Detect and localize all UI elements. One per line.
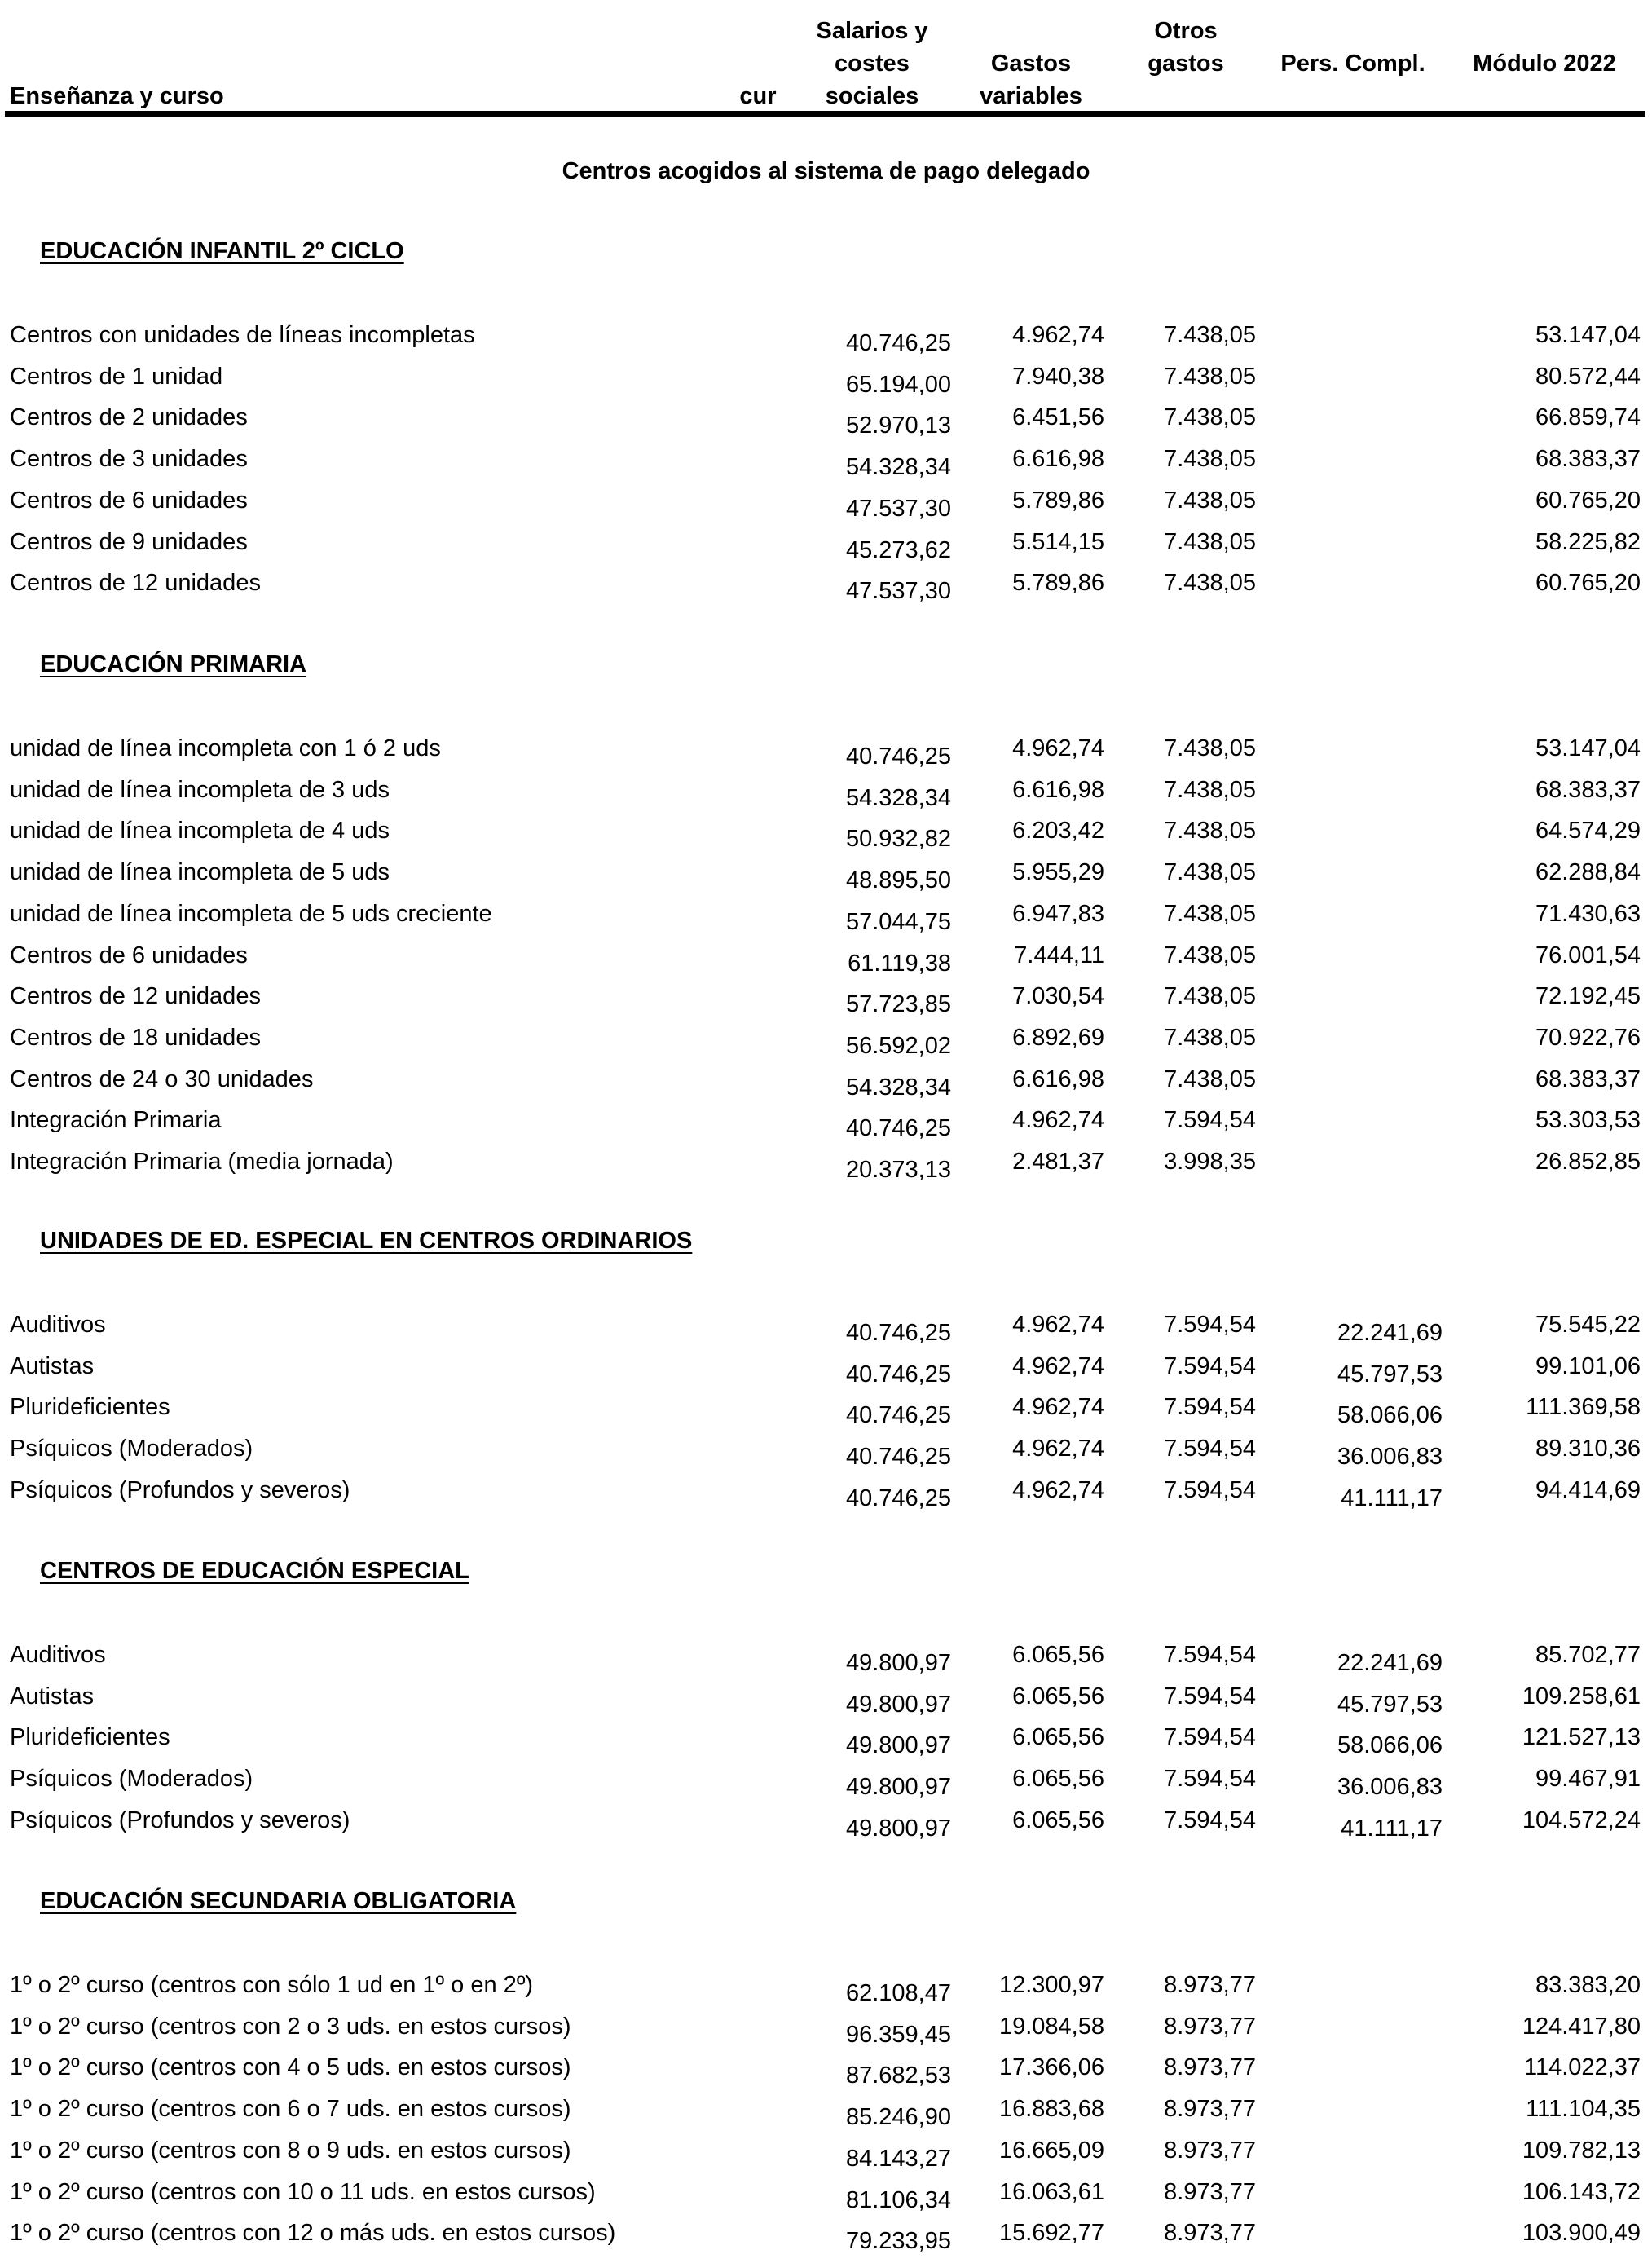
cell-pers-compl: 58.066,06: [1337, 1402, 1443, 1429]
table-row: [0, 1642, 1652, 1683]
cell-gastos-variables: 6.065,56: [1012, 1642, 1104, 1668]
cell-modulo: 111.104,35: [1526, 2096, 1641, 2123]
cell-otros-gastos: 7.438,05: [1164, 776, 1256, 803]
cell-modulo: 26.852,85: [1535, 1149, 1641, 1175]
cell-label: Centros de 6 unidades: [10, 487, 248, 514]
cell-otros-gastos: 7.438,05: [1164, 1065, 1256, 1092]
cell-otros-gastos: 7.594,54: [1164, 1806, 1256, 1833]
cell-label: Auditivos: [10, 1642, 106, 1668]
cell-otros-gastos: 8.973,77: [1164, 1972, 1256, 1998]
table-row: [0, 1312, 1652, 1352]
table-row: [0, 2054, 1652, 2095]
cell-modulo: 109.782,13: [1522, 2137, 1641, 2164]
cell-gastos-variables: 6.616,98: [1012, 1065, 1104, 1092]
cell-salarios: 40.746,25: [845, 743, 951, 770]
cell-gastos-variables: 4.962,74: [1012, 1312, 1104, 1338]
cell-modulo: 94.414,69: [1535, 1476, 1641, 1503]
cell-salarios: 48.895,50: [845, 867, 951, 894]
cell-salarios: 96.359,45: [845, 2021, 951, 2048]
header-gastos-variables-line1: Gastos: [990, 51, 1072, 77]
cell-label: Centros de 18 unidades: [10, 1024, 261, 1051]
cell-gastos-variables: 16.665,09: [998, 2137, 1104, 2164]
cell-modulo: 83.383,20: [1535, 1972, 1641, 1998]
cell-pers-compl: 41.111,17: [1341, 1815, 1443, 1842]
cell-gastos-variables: 7.940,38: [1012, 363, 1104, 390]
cell-otros-gastos: 7.594,54: [1164, 1683, 1256, 1709]
cell-label: unidad de línea incompleta de 4 uds: [10, 818, 390, 845]
table-row: [0, 1025, 1652, 1065]
cell-gastos-variables: 4.962,74: [1012, 322, 1104, 348]
cell-salarios: 84.143,27: [845, 2145, 951, 2172]
table-row: [0, 942, 1652, 983]
cell-pers-compl: 45.797,53: [1337, 1691, 1443, 1718]
cell-salarios: 56.592,02: [845, 1032, 951, 1059]
cell-modulo: 85.702,77: [1535, 1642, 1641, 1668]
cell-modulo: 99.467,91: [1535, 1766, 1641, 1793]
cell-pers-compl: 22.241,69: [1337, 1320, 1443, 1346]
section-title: UNIDADES DE ED. ESPECIAL EN CENTROS ORDINARIOS: [40, 1228, 693, 1254]
cell-otros-gastos: 7.594,54: [1164, 1642, 1256, 1668]
header-otros-gastos-line1: Otros: [1154, 18, 1218, 44]
cell-salarios: 40.746,25: [845, 1320, 951, 1346]
cell-gastos-variables: 16.883,68: [998, 2096, 1104, 2123]
cell-label: Centros de 12 unidades: [10, 983, 261, 1010]
header-rule: [5, 111, 1645, 117]
header-salarios-line2: costes: [835, 51, 910, 77]
section-title: EDUCACIÓN PRIMARIA: [40, 651, 307, 677]
cell-gastos-variables: 19.084,58: [998, 2013, 1104, 2040]
cell-gastos-variables: 17.366,06: [998, 2054, 1104, 2081]
cell-otros-gastos: 7.438,05: [1164, 404, 1256, 431]
cell-gastos-variables: 4.962,74: [1012, 1394, 1104, 1421]
cell-otros-gastos: 7.594,54: [1164, 1394, 1256, 1421]
cell-otros-gastos: 8.973,77: [1164, 2178, 1256, 2205]
cell-salarios: 40.746,25: [845, 1361, 951, 1387]
cell-modulo: 66.859,74: [1535, 404, 1641, 431]
cell-salarios: 49.800,97: [845, 1691, 951, 1718]
cell-label: Centros de 24 o 30 unidades: [10, 1065, 314, 1092]
cell-otros-gastos: 8.973,77: [1164, 2054, 1256, 2081]
cell-otros-gastos: 7.594,54: [1164, 1312, 1256, 1338]
table-row: [0, 529, 1652, 570]
table-row: [0, 2220, 1652, 2261]
cell-pers-compl: 58.066,06: [1337, 1732, 1443, 1759]
cell-label: 1º o 2º curso (centros con sólo 1 ud en 1º o en 2º): [10, 1972, 534, 1998]
cell-gastos-variables: 4.962,74: [1012, 1476, 1104, 1503]
cell-modulo: 62.288,84: [1535, 859, 1641, 886]
cell-otros-gastos: 7.438,05: [1164, 446, 1256, 473]
cell-pers-compl: 45.797,53: [1337, 1361, 1443, 1387]
header-gastos-variables-line2: variables: [980, 83, 1082, 109]
cell-gastos-variables: 6.065,56: [1012, 1766, 1104, 1793]
cell-otros-gastos: 7.438,05: [1164, 570, 1256, 597]
header-salarios-line1: Salarios y: [816, 18, 928, 44]
cell-salarios: 47.537,30: [845, 578, 951, 605]
cell-otros-gastos: 7.594,54: [1164, 1724, 1256, 1751]
table-row: [0, 487, 1652, 528]
header-otros-gastos-line2: gastos: [1148, 51, 1224, 77]
cell-salarios: 65.194,00: [845, 371, 951, 398]
cell-label: Auditivos: [10, 1312, 106, 1338]
cell-modulo: 68.383,37: [1535, 446, 1641, 473]
cell-salarios: 40.746,25: [845, 1484, 951, 1511]
cell-modulo: 64.574,29: [1535, 818, 1641, 845]
cell-label: 1º o 2º curso (centros con 6 o 7 uds. en estos cursos): [10, 2096, 571, 2123]
cell-modulo: 76.001,54: [1535, 942, 1641, 968]
cell-otros-gastos: 7.594,54: [1164, 1352, 1256, 1379]
section-title: EDUCACIÓN INFANTIL 2º CICLO: [40, 238, 404, 264]
cell-modulo: 75.545,22: [1535, 1312, 1641, 1338]
cell-salarios: 54.328,34: [845, 454, 951, 481]
cell-salarios: 49.800,97: [845, 1732, 951, 1759]
cell-label: Autistas: [10, 1683, 95, 1709]
cell-gastos-variables: 2.481,37: [1012, 1149, 1104, 1175]
cell-gastos-variables: 6.892,69: [1012, 1024, 1104, 1051]
cell-otros-gastos: 7.594,54: [1164, 1107, 1256, 1134]
cell-otros-gastos: 7.438,05: [1164, 487, 1256, 514]
table-row: [0, 446, 1652, 487]
cell-label: unidad de línea incompleta de 3 uds: [10, 776, 390, 803]
cell-label: Integración Primaria (media jornada): [10, 1149, 394, 1175]
cell-salarios: 20.373,13: [845, 1157, 951, 1183]
cell-label: Centros de 3 unidades: [10, 446, 248, 473]
cell-label: unidad de línea incompleta con 1 ó 2 uds: [10, 735, 441, 761]
table-row: [0, 1107, 1652, 1148]
table-row: [0, 1972, 1652, 2013]
section-title: EDUCACIÓN SECUNDARIA OBLIGATORIA: [40, 1888, 517, 1914]
header-gastos-variables: [970, 47, 1092, 112]
table-row: [0, 818, 1652, 858]
header-pers-compl: Pers. Compl.: [1280, 51, 1425, 77]
table-row: [0, 1766, 1652, 1806]
header-modulo: Módulo 2022: [1473, 51, 1616, 77]
cell-gastos-variables: 6.616,98: [1012, 776, 1104, 803]
cell-otros-gastos: 7.594,54: [1164, 1766, 1256, 1793]
cell-pers-compl: 36.006,83: [1337, 1774, 1443, 1801]
table-row: [0, 1724, 1652, 1765]
cell-salarios: 40.746,25: [845, 1444, 951, 1471]
cell-label: Centros de 1 unidad: [10, 363, 223, 390]
table-row: [0, 1436, 1652, 1476]
cell-salarios: 85.246,90: [845, 2104, 951, 2131]
cell-modulo: 114.022,37: [1524, 2054, 1641, 2081]
cell-label: 1º o 2º curso (centros con 10 o 11 uds. en estos cursos): [10, 2178, 596, 2205]
cell-gastos-variables: 5.789,86: [1012, 570, 1104, 597]
cell-gastos-variables: 6.065,56: [1012, 1724, 1104, 1751]
cell-salarios: 40.746,25: [845, 1402, 951, 1429]
cell-salarios: 57.044,75: [845, 908, 951, 935]
cell-gastos-variables: 5.514,15: [1012, 528, 1104, 555]
cell-otros-gastos: 7.438,05: [1164, 322, 1256, 348]
cell-gastos-variables: 6.065,56: [1012, 1683, 1104, 1709]
cell-label: Centros de 6 unidades: [10, 942, 248, 968]
cell-modulo: 68.383,37: [1535, 1065, 1641, 1092]
cell-gastos-variables: 4.962,74: [1012, 1436, 1104, 1462]
cell-gastos-variables: 4.962,74: [1012, 1107, 1104, 1134]
cell-label: unidad de línea incompleta de 5 uds creciente: [10, 900, 492, 927]
table-row: [0, 1149, 1652, 1189]
header-salarios-line3: sociales: [825, 83, 919, 109]
cell-label: Centros con unidades de líneas incompletas: [10, 322, 475, 348]
cell-otros-gastos: 7.438,05: [1164, 983, 1256, 1010]
cell-salarios: 50.932,82: [845, 826, 951, 853]
table-row: [0, 1394, 1652, 1435]
cell-modulo: 53.147,04: [1535, 322, 1641, 348]
cell-otros-gastos: 8.973,77: [1164, 2096, 1256, 2123]
cell-label: 1º o 2º curso (centros con 4 o 5 uds. en estos cursos): [10, 2054, 571, 2081]
section-title: CENTROS DE EDUCACIÓN ESPECIAL: [40, 1558, 469, 1584]
cell-gastos-variables: 6.947,83: [1012, 900, 1104, 927]
header-ensenanza: Enseñanza y curso: [10, 83, 224, 109]
cell-otros-gastos: 7.594,54: [1164, 1476, 1256, 1503]
cell-modulo: 103.900,49: [1522, 2220, 1641, 2247]
table-row: [0, 322, 1652, 363]
table-row: [0, 859, 1652, 900]
header-otros-gastos: [1129, 15, 1243, 80]
cell-otros-gastos: 8.973,77: [1164, 2137, 1256, 2164]
cell-salarios: 81.106,34: [845, 2186, 951, 2213]
table-row: [0, 1066, 1652, 1107]
cell-gastos-variables: 16.063,61: [998, 2178, 1104, 2205]
cell-gastos-variables: 6.616,98: [1012, 446, 1104, 473]
cell-modulo: 121.527,13: [1522, 1724, 1641, 1751]
cell-salarios: 54.328,34: [845, 784, 951, 811]
table-row: [0, 1353, 1652, 1394]
header-cur: cur: [739, 83, 777, 109]
cell-modulo: 124.417,80: [1522, 2013, 1641, 2040]
cell-label: 1º o 2º curso (centros con 12 o más uds. en estos cursos): [10, 2220, 616, 2247]
table-row: [0, 901, 1652, 942]
cell-otros-gastos: 7.438,05: [1164, 859, 1256, 886]
cell-salarios: 57.723,85: [845, 991, 951, 1018]
cell-gastos-variables: 4.962,74: [1012, 1352, 1104, 1379]
cell-otros-gastos: 8.973,77: [1164, 2013, 1256, 2040]
cell-otros-gastos: 7.438,05: [1164, 900, 1256, 927]
cell-label: Psíquicos (Moderados): [10, 1436, 253, 1462]
cell-pers-compl: 36.006,83: [1337, 1444, 1443, 1471]
cell-salarios: 47.537,30: [845, 495, 951, 522]
cell-salarios: 40.746,25: [845, 330, 951, 356]
table-row: [0, 364, 1652, 404]
cell-modulo: 72.192,45: [1535, 983, 1641, 1010]
cell-modulo: 80.572,44: [1535, 363, 1641, 390]
cell-salarios: 52.970,13: [845, 412, 951, 439]
cell-salarios: 49.800,97: [845, 1815, 951, 1842]
cell-gastos-variables: 7.444,11: [1014, 942, 1104, 968]
table-row: [0, 1477, 1652, 1518]
table-row: [0, 2137, 1652, 2178]
cell-pers-compl: 41.111,17: [1341, 1484, 1443, 1511]
table-row: [0, 1807, 1652, 1848]
cell-label: Integración Primaria: [10, 1107, 222, 1134]
cell-label: Psíquicos (Profundos y severos): [10, 1476, 350, 1503]
cell-gastos-variables: 6.065,56: [1012, 1806, 1104, 1833]
cell-gastos-variables: 7.030,54: [1012, 983, 1104, 1010]
cell-otros-gastos: 7.438,05: [1164, 942, 1256, 968]
table-row: [0, 1683, 1652, 1724]
cell-otros-gastos: 7.438,05: [1164, 818, 1256, 845]
cell-salarios: 49.800,97: [845, 1650, 951, 1676]
cell-gastos-variables: 6.451,56: [1012, 404, 1104, 431]
cell-modulo: 53.147,04: [1535, 735, 1641, 761]
cell-modulo: 70.922,76: [1535, 1024, 1641, 1051]
cell-gastos-variables: 5.789,86: [1012, 487, 1104, 514]
cell-salarios: 61.119,38: [848, 950, 951, 977]
cell-salarios: 62.108,47: [845, 1980, 951, 2006]
cell-label: unidad de línea incompleta de 5 uds: [10, 859, 390, 886]
cell-gastos-variables: 15.692,77: [998, 2220, 1104, 2247]
table-row: [0, 404, 1652, 445]
cell-otros-gastos: 7.438,05: [1164, 1024, 1256, 1051]
cell-modulo: 104.572,24: [1522, 1806, 1641, 1833]
table-row: [0, 2014, 1652, 2054]
header-salarios: [807, 15, 937, 112]
cell-modulo: 106.143,72: [1522, 2178, 1641, 2205]
table-row: [0, 570, 1652, 611]
cell-salarios: 79.233,95: [845, 2228, 951, 2255]
cell-otros-gastos: 8.973,77: [1164, 2220, 1256, 2247]
subtitle: Centros acogidos al sistema de pago delegado: [562, 158, 1090, 184]
table-row: [0, 735, 1652, 776]
cell-label: 1º o 2º curso (centros con 2 o 3 uds. en estos cursos): [10, 2013, 571, 2040]
cell-modulo: 71.430,63: [1535, 900, 1641, 927]
cell-pers-compl: 22.241,69: [1337, 1650, 1443, 1676]
cell-modulo: 60.765,20: [1535, 570, 1641, 597]
cell-modulo: 111.369,58: [1526, 1394, 1641, 1421]
cell-salarios: 45.273,62: [845, 536, 951, 563]
cell-label: Centros de 2 unidades: [10, 404, 248, 431]
cell-modulo: 68.383,37: [1535, 776, 1641, 803]
cell-label: 1º o 2º curso (centros con 8 o 9 uds. en estos cursos): [10, 2137, 571, 2164]
cell-modulo: 58.225,82: [1535, 528, 1641, 555]
table-row: [0, 2179, 1652, 2220]
cell-salarios: 87.682,53: [845, 2062, 951, 2089]
cell-salarios: 49.800,97: [845, 1774, 951, 1801]
table-row: [0, 983, 1652, 1024]
cell-label: Psíquicos (Moderados): [10, 1766, 253, 1793]
cell-gastos-variables: 4.962,74: [1012, 735, 1104, 761]
cell-salarios: 54.328,34: [845, 1074, 951, 1101]
cell-modulo: 89.310,36: [1535, 1436, 1641, 1462]
cell-otros-gastos: 7.438,05: [1164, 528, 1256, 555]
cell-label: Plurideficientes: [10, 1394, 170, 1421]
cell-modulo: 53.303,53: [1535, 1107, 1641, 1134]
cell-modulo: 109.258,61: [1522, 1683, 1641, 1709]
cell-gastos-variables: 5.955,29: [1012, 859, 1104, 886]
cell-label: Plurideficientes: [10, 1724, 170, 1751]
cell-modulo: 60.765,20: [1535, 487, 1641, 514]
cell-label: Autistas: [10, 1352, 95, 1379]
cell-label: Psíquicos (Profundos y severos): [10, 1806, 350, 1833]
cell-modulo: 99.101,06: [1535, 1352, 1641, 1379]
cell-gastos-variables: 6.203,42: [1012, 818, 1104, 845]
table-row: [0, 777, 1652, 818]
table-row: [0, 2096, 1652, 2137]
cell-label: Centros de 9 unidades: [10, 528, 248, 555]
cell-otros-gastos: 3.998,35: [1164, 1149, 1256, 1175]
cell-otros-gastos: 7.438,05: [1164, 735, 1256, 761]
cell-otros-gastos: 7.594,54: [1164, 1436, 1256, 1462]
cell-otros-gastos: 7.438,05: [1164, 363, 1256, 390]
cell-gastos-variables: 12.300,97: [998, 1972, 1104, 1998]
cell-salarios: 40.746,25: [845, 1115, 951, 1142]
cell-label: Centros de 12 unidades: [10, 570, 261, 597]
